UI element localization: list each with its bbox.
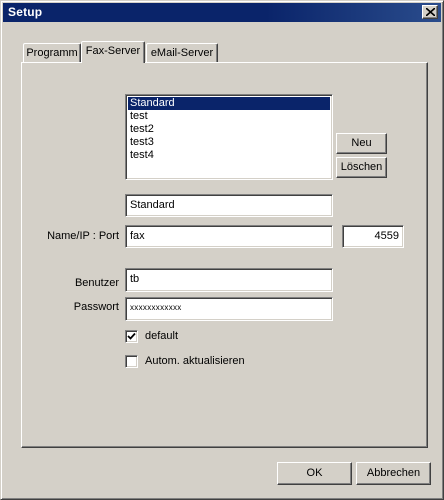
tab-email-server[interactable] bbox=[146, 43, 218, 63]
tab-label: Fax-Server bbox=[85, 45, 141, 57]
list-item[interactable]: test2 bbox=[130, 123, 154, 135]
tab-label: Programm bbox=[26, 47, 78, 59]
list-item[interactable]: Standard bbox=[128, 97, 330, 110]
profile-name-field[interactable]: Standard bbox=[125, 194, 333, 217]
delete-button[interactable]: Löschen bbox=[336, 157, 387, 178]
user-label: Benutzer bbox=[74, 277, 119, 289]
password-label: Passwort bbox=[73, 301, 119, 313]
cancel-button[interactable]: Abbrechen bbox=[356, 462, 431, 485]
window-title: Setup bbox=[8, 5, 43, 19]
server-listbox[interactable] bbox=[125, 94, 333, 180]
default-checkbox-label[interactable]: default bbox=[145, 330, 179, 342]
password-field[interactable]: xxxxxxxxxxxx bbox=[125, 297, 333, 321]
tab-label: eMail-Server bbox=[150, 47, 214, 59]
auto-update-checkbox[interactable] bbox=[125, 355, 138, 368]
close-icon bbox=[426, 8, 435, 16]
list-item[interactable]: test bbox=[130, 110, 148, 122]
auto-update-checkbox-label[interactable]: Autom. aktualisieren bbox=[145, 355, 245, 367]
list-item[interactable]: test3 bbox=[130, 136, 154, 148]
close-button[interactable] bbox=[422, 5, 438, 19]
host-field[interactable]: fax bbox=[125, 225, 333, 248]
tab-fax-server[interactable] bbox=[81, 41, 145, 63]
user-field[interactable]: tb bbox=[125, 268, 333, 292]
list-item[interactable]: test4 bbox=[130, 149, 154, 161]
ok-button[interactable]: OK bbox=[277, 462, 352, 485]
tab-programm[interactable] bbox=[23, 43, 81, 63]
title-bar[interactable] bbox=[3, 3, 441, 22]
checkmark-icon bbox=[127, 332, 136, 341]
port-field[interactable]: 4559 bbox=[342, 225, 404, 248]
new-button[interactable]: Neu bbox=[336, 133, 387, 154]
name-ip-port-label: Name/IP : Port bbox=[47, 230, 119, 242]
default-checkbox[interactable] bbox=[125, 330, 138, 343]
